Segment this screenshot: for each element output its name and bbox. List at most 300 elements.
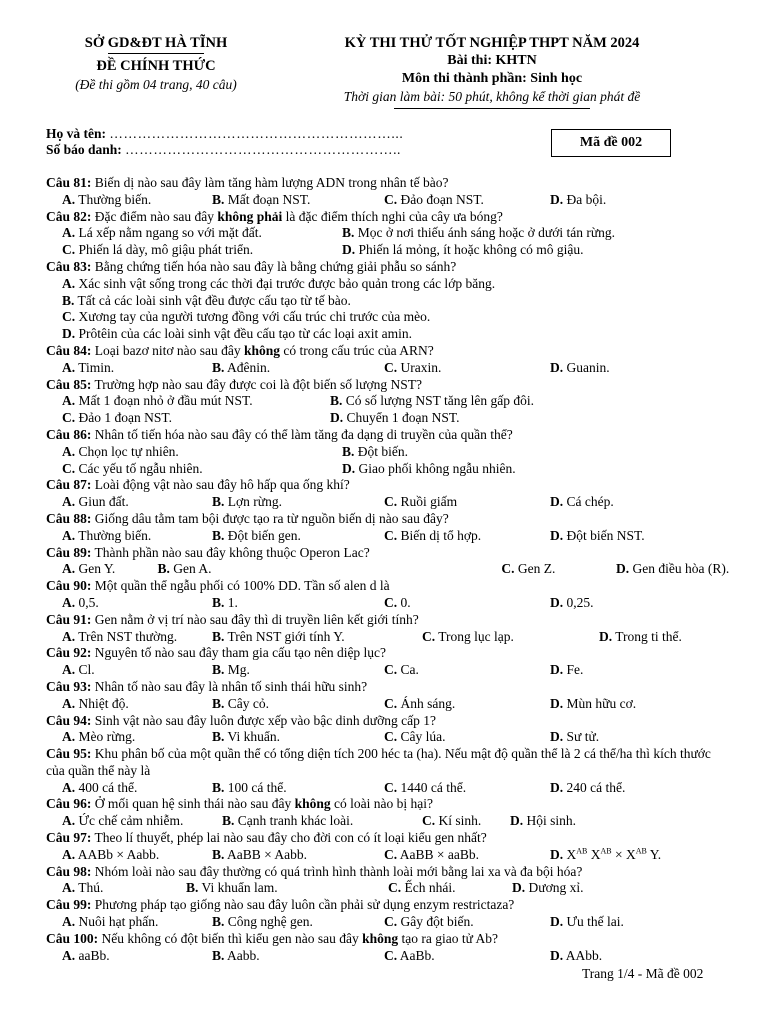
option-b bbox=[342, 225, 712, 242]
question-91 bbox=[46, 612, 726, 646]
option-c bbox=[422, 629, 599, 646]
question-text: Nguyên tố nào sau đây tham gia cấu tạo nên diệp lục? bbox=[94, 645, 387, 661]
question-100 bbox=[46, 931, 726, 965]
option-b bbox=[186, 880, 388, 897]
option-letter: A. bbox=[62, 494, 76, 510]
option-letter: C. bbox=[384, 359, 398, 375]
option-text: aaBb. bbox=[78, 947, 110, 963]
option-text: Đột biến. bbox=[357, 443, 409, 459]
option-letter: D. bbox=[550, 846, 564, 862]
option-text: Ruồi giấm bbox=[400, 494, 458, 510]
option-c bbox=[384, 360, 550, 377]
option-text: Sư tử. bbox=[566, 729, 600, 745]
question-87 bbox=[46, 477, 726, 511]
question-emphasis: không bbox=[294, 796, 331, 812]
question-number: Câu 87: bbox=[46, 477, 92, 493]
option-text: Phiến lá dày, mô giậu phát triển. bbox=[78, 242, 254, 258]
question-81 bbox=[46, 175, 726, 209]
option-text: Giao phối không ngẫu nhiên. bbox=[358, 460, 516, 476]
option-text: Gen Z. bbox=[517, 561, 556, 577]
option-c bbox=[422, 813, 510, 830]
time-note: Thời gian làm bài: 50 phút, không kể thời gian phát đề bbox=[343, 89, 641, 104]
option-c bbox=[388, 880, 512, 897]
option-text: Công nghệ gen. bbox=[227, 914, 313, 930]
option-letter: A. bbox=[62, 729, 76, 745]
option-letter: C. bbox=[62, 410, 76, 426]
option-letter: D. bbox=[550, 359, 564, 375]
options-row bbox=[46, 880, 726, 897]
options-row bbox=[46, 192, 726, 209]
question-number: Câu 92: bbox=[46, 645, 92, 661]
question-stem bbox=[46, 679, 726, 696]
option-c bbox=[62, 309, 712, 326]
option-letter: C. bbox=[384, 779, 398, 795]
question-stem bbox=[46, 713, 726, 730]
option-c bbox=[384, 729, 550, 746]
header-right-divider bbox=[394, 108, 590, 109]
question-text: Bằng chứng tiến hóa nào sau đây là bằng chứng giải phẫu so sánh? bbox=[94, 258, 457, 274]
option-letter: A. bbox=[62, 225, 76, 241]
option-text: Cá chép. bbox=[566, 494, 614, 510]
question-number: Câu 97: bbox=[46, 830, 92, 846]
options-row bbox=[46, 444, 726, 461]
option-letter: A. bbox=[62, 561, 76, 577]
option-text: Giun đất. bbox=[78, 494, 129, 510]
option-letter: C. bbox=[384, 594, 398, 610]
options-row bbox=[46, 309, 726, 326]
option-text: Phiến lá mỏng, ít hoặc không có mô giậu. bbox=[358, 242, 584, 258]
option-text: Lợn rừng. bbox=[227, 494, 282, 510]
question-emphasis: không phải bbox=[217, 208, 283, 224]
student-info bbox=[46, 126, 403, 158]
question-88 bbox=[46, 511, 726, 545]
option-letter: B. bbox=[62, 292, 75, 308]
option-letter: C. bbox=[62, 309, 76, 325]
option-text: Biến dị tổ hợp. bbox=[400, 527, 482, 543]
option-a bbox=[62, 561, 158, 578]
option-text: 0,25. bbox=[566, 594, 594, 610]
question-stem bbox=[46, 209, 726, 226]
option-letter: C. bbox=[62, 460, 76, 476]
question-number: Câu 91: bbox=[46, 611, 92, 627]
option-letter: C. bbox=[422, 628, 436, 644]
question-stem bbox=[46, 612, 726, 629]
question-number: Câu 84: bbox=[46, 342, 92, 358]
option-text: Thường biến. bbox=[78, 527, 152, 543]
question-stem bbox=[46, 645, 726, 662]
option-b bbox=[212, 595, 384, 612]
question-number: Câu 99: bbox=[46, 897, 92, 913]
question-99 bbox=[46, 897, 726, 931]
option-text: Aabb. bbox=[227, 947, 260, 963]
question-number: Câu 100: bbox=[46, 930, 99, 946]
option-text: Ưu thế lai. bbox=[566, 914, 624, 930]
option-a bbox=[62, 847, 212, 864]
question-89 bbox=[46, 544, 730, 579]
option-letter: A. bbox=[62, 947, 76, 963]
option-letter: D. bbox=[550, 191, 564, 207]
option-letter: D. bbox=[616, 561, 630, 577]
question-number: Câu 95: bbox=[46, 746, 92, 762]
option-a bbox=[62, 595, 212, 612]
options-row bbox=[46, 914, 726, 931]
student-name-label: Họ và tên: bbox=[46, 126, 106, 141]
question-97 bbox=[46, 830, 726, 864]
option-a bbox=[62, 948, 212, 965]
option-letter: B. bbox=[212, 846, 225, 862]
option-letter: B. bbox=[212, 695, 225, 711]
option-letter: B. bbox=[212, 662, 225, 678]
option-letter: A. bbox=[62, 880, 76, 896]
option-b bbox=[212, 192, 384, 209]
option-c bbox=[384, 595, 550, 612]
option-text: Đột biến NST. bbox=[566, 527, 645, 543]
option-letter: A. bbox=[62, 813, 76, 829]
option-text: Ca. bbox=[400, 662, 419, 678]
option-b bbox=[212, 662, 384, 679]
question-text: Ở mối quan hệ sinh thái nào sau đây bbox=[94, 796, 295, 812]
option-text: Mọc ở nơi thiếu ánh sáng hoặc ở dưới tán rừng. bbox=[357, 225, 616, 241]
options-row bbox=[46, 393, 726, 410]
option-a bbox=[62, 393, 330, 410]
page-footer: Trang 1/4 - Mã đề 002 bbox=[582, 966, 704, 981]
option-text: Prôtêin của các loài sinh vật đều cấu tạo từ các loại axit amin. bbox=[78, 326, 412, 342]
option-letter: A. bbox=[62, 275, 76, 291]
question-text-end: có loài nào bị hại? bbox=[330, 796, 433, 812]
option-letter: A. bbox=[62, 443, 76, 459]
option-c bbox=[501, 561, 616, 578]
option-b bbox=[212, 847, 384, 864]
option-text: Ađênin. bbox=[227, 359, 271, 375]
option-letter: C. bbox=[388, 880, 402, 896]
options-row bbox=[46, 326, 726, 343]
option-letter: C. bbox=[384, 527, 398, 543]
option-text: Có số lượng NST tăng lên gấp đôi. bbox=[345, 393, 534, 409]
header-left bbox=[46, 34, 266, 94]
question-number: Câu 94: bbox=[46, 712, 92, 728]
question-stem bbox=[46, 746, 726, 780]
option-text: Ếch nhái. bbox=[404, 880, 456, 896]
question-stem bbox=[46, 545, 726, 562]
option-text: Gây đột biến. bbox=[400, 914, 474, 930]
question-92 bbox=[46, 645, 726, 679]
option-text: Uraxin. bbox=[400, 359, 442, 375]
option-text: Thú. bbox=[78, 880, 104, 896]
option-text: Dương xỉ. bbox=[528, 880, 584, 896]
option-c bbox=[62, 461, 342, 478]
option-letter: A. bbox=[62, 527, 76, 543]
option-letter: C. bbox=[384, 191, 398, 207]
option-d bbox=[550, 662, 710, 679]
option-letter: A. bbox=[62, 594, 76, 610]
option-letter: D. bbox=[599, 628, 613, 644]
option-d bbox=[550, 494, 710, 511]
question-stem bbox=[46, 796, 726, 813]
option-b bbox=[158, 561, 502, 578]
options-row bbox=[46, 360, 726, 377]
option-text: AaBB × aaBb. bbox=[399, 846, 479, 862]
option-letter: D. bbox=[550, 695, 564, 711]
option-letter: D. bbox=[342, 242, 356, 258]
question-96 bbox=[46, 796, 726, 830]
option-letter: B. bbox=[212, 527, 225, 543]
option-a bbox=[62, 629, 212, 646]
options-row bbox=[46, 276, 726, 293]
option-text: Guanin. bbox=[566, 359, 610, 375]
options-row bbox=[46, 528, 726, 545]
option-letter: A. bbox=[62, 846, 76, 862]
question-number: Câu 81: bbox=[46, 175, 92, 190]
option-text: 1. bbox=[227, 594, 238, 610]
option-text: Cạnh tranh khác loài. bbox=[237, 813, 354, 829]
option-text: Vi khuẩn. bbox=[227, 729, 280, 745]
question-stem bbox=[46, 175, 726, 192]
question-stem bbox=[46, 343, 726, 360]
question-text: Trường hợp nào sau đây được coi là đột biến số lượng NST? bbox=[94, 376, 423, 392]
option-letter: D. bbox=[550, 947, 564, 963]
options-row bbox=[46, 662, 726, 679]
question-number: Câu 86: bbox=[46, 426, 92, 442]
option-letter: A. bbox=[62, 662, 76, 678]
option-text: Gen Y. bbox=[78, 561, 116, 577]
option-text: Ánh sáng. bbox=[400, 695, 456, 711]
question-text: Giống dâu tằm tam bội được tạo ra từ nguồn biến dị nào sau đây? bbox=[94, 510, 449, 526]
option-text: Lá xếp nằm ngang so với mặt đất. bbox=[78, 225, 262, 241]
option-d bbox=[550, 780, 710, 797]
question-98 bbox=[46, 864, 726, 898]
options-row bbox=[46, 242, 726, 259]
option-b bbox=[342, 444, 712, 461]
option-letter: B. bbox=[157, 561, 170, 577]
option-letter: D. bbox=[550, 779, 564, 795]
option-text: Xương tay của người tương đồng với cấu trúc chi trước của mèo. bbox=[78, 309, 431, 325]
option-letter: A. bbox=[62, 914, 76, 930]
option-a bbox=[62, 528, 212, 545]
option-text: Các yếu tố ngẫu nhiên. bbox=[78, 460, 203, 476]
option-c bbox=[384, 662, 550, 679]
question-emphasis: không bbox=[362, 930, 399, 946]
options-row bbox=[46, 461, 726, 478]
option-d bbox=[550, 948, 710, 965]
question-text: Loại bazơ nitơ nào sau đây bbox=[94, 342, 244, 358]
option-text: AaBb. bbox=[399, 947, 435, 963]
options-row bbox=[46, 629, 726, 646]
option-text: 100 cá thể. bbox=[227, 779, 287, 795]
option-text: Trong lục lạp. bbox=[438, 628, 514, 644]
option-letter: D. bbox=[550, 527, 564, 543]
option-text: Chọn lọc tự nhiên. bbox=[78, 443, 179, 459]
option-text: Cây cỏ. bbox=[227, 695, 270, 711]
option-text: Mèo rừng. bbox=[78, 729, 136, 745]
option-b bbox=[212, 780, 384, 797]
option-b bbox=[330, 393, 710, 410]
option-d bbox=[550, 914, 710, 931]
option-text: Trên NST thường. bbox=[78, 628, 178, 644]
option-d bbox=[550, 729, 710, 746]
question-86 bbox=[46, 427, 726, 477]
question-85 bbox=[46, 377, 726, 427]
option-text: 1440 cá thể. bbox=[400, 779, 467, 795]
option-letter: B. bbox=[212, 628, 225, 644]
option-letter: D. bbox=[342, 460, 356, 476]
official-label: ĐỀ CHÍNH THỨC bbox=[96, 58, 216, 74]
student-name-line bbox=[46, 126, 403, 142]
student-id-dots: ………………………………………………….. bbox=[125, 142, 402, 157]
options-row bbox=[46, 293, 726, 310]
option-text: Tất cả các loài sinh vật đều được cấu tạo từ tế bào. bbox=[77, 292, 351, 308]
question-text: Loài động vật nào sau đây hô hấp qua ống khí? bbox=[94, 477, 350, 493]
option-letter: C. bbox=[384, 947, 398, 963]
question-83 bbox=[46, 259, 726, 343]
option-text: 240 cá thể. bbox=[566, 779, 626, 795]
question-text: Nhân tố nào sau đây là nhân tố sinh thái hữu sinh? bbox=[94, 678, 368, 694]
option-a bbox=[62, 696, 212, 713]
question-number: Câu 82: bbox=[46, 208, 92, 224]
option-letter: A. bbox=[62, 359, 76, 375]
question-number: Câu 83: bbox=[46, 258, 92, 274]
option-d bbox=[512, 880, 712, 897]
option-text: Thường biến. bbox=[78, 191, 152, 207]
option-d bbox=[510, 813, 710, 830]
option-b bbox=[62, 293, 712, 310]
option-letter: C. bbox=[384, 729, 398, 745]
exam-code-box: Mã đề 002 bbox=[551, 129, 671, 157]
options-row bbox=[46, 225, 726, 242]
question-text: Nhóm loài nào sau đây thường có quá trình hình thành loài mới bằng lai xa và đa bội hóa? bbox=[94, 863, 583, 879]
option-text: Gen A. bbox=[173, 561, 212, 577]
option-letter: C. bbox=[384, 662, 398, 678]
option-text: Đảo 1 đoạn NST. bbox=[78, 410, 172, 426]
options-row bbox=[46, 780, 726, 797]
student-id-label: Số báo danh: bbox=[46, 142, 122, 157]
option-b bbox=[212, 528, 384, 545]
options-row bbox=[46, 729, 726, 746]
option-c bbox=[384, 696, 550, 713]
question-stem bbox=[46, 259, 726, 276]
option-text: Kí sinh. bbox=[438, 813, 482, 829]
option-d bbox=[550, 192, 710, 209]
option-d bbox=[330, 410, 710, 427]
option-text: Xác sinh vật sống trong các thời đại trước được bảo quản trong các lớp băng. bbox=[78, 275, 496, 291]
option-text: Mất 1 đoạn nhỏ ở đầu mút NST. bbox=[78, 393, 253, 409]
question-text: Sinh vật nào sau đây luôn được xếp vào bậc dinh dưỡng cấp 1? bbox=[94, 712, 436, 728]
option-a bbox=[62, 225, 342, 242]
option-letter: B. bbox=[212, 359, 225, 375]
option-b bbox=[212, 629, 422, 646]
option-letter: A. bbox=[62, 779, 76, 795]
student-name-dots: ……………………………………………………... bbox=[109, 126, 404, 141]
option-d bbox=[62, 326, 712, 343]
option-text: 400 cá thể. bbox=[78, 779, 138, 795]
question-text: Phương pháp tạo giống nào sau đây luôn cần phải sử dụng enzym restrictaza? bbox=[94, 897, 515, 913]
option-letter: B. bbox=[212, 947, 225, 963]
question-stem bbox=[46, 864, 726, 881]
option-text: Đột biến gen. bbox=[227, 527, 301, 543]
question-94 bbox=[46, 713, 726, 747]
option-letter: C. bbox=[384, 914, 398, 930]
question-stem bbox=[46, 578, 726, 595]
option-text: Mùn hữu cơ. bbox=[566, 695, 637, 711]
option-text: Nhiệt độ. bbox=[78, 695, 129, 711]
question-stem bbox=[46, 830, 726, 847]
option-letter: D. bbox=[330, 410, 344, 426]
question-text-end: có trong cấu trúc của ARN? bbox=[280, 342, 434, 358]
option-text: Hội sinh. bbox=[526, 813, 577, 829]
question-number: Câu 96: bbox=[46, 796, 92, 812]
option-text: Cl. bbox=[78, 662, 95, 678]
option-d bbox=[550, 595, 710, 612]
option-a bbox=[62, 360, 212, 377]
options-row bbox=[46, 948, 726, 965]
question-stem bbox=[46, 377, 726, 394]
option-b bbox=[212, 494, 384, 511]
question-text: Biến dị nào sau đây làm tăng hàm lượng ADN trong nhân tế bào? bbox=[94, 175, 449, 190]
question-stem bbox=[46, 511, 726, 528]
option-text: Trên NST giới tính Y. bbox=[227, 628, 345, 644]
option-letter: B. bbox=[212, 779, 225, 795]
header-left-divider bbox=[108, 53, 204, 54]
student-id-line bbox=[46, 142, 403, 158]
header-right bbox=[292, 34, 692, 109]
option-letter: A. bbox=[62, 628, 76, 644]
option-letter: D. bbox=[62, 326, 76, 342]
option-text: AAbb. bbox=[565, 947, 603, 963]
department-name: SỞ GD&ĐT HÀ TĨNH bbox=[84, 35, 228, 51]
option-letter: B. bbox=[212, 494, 225, 510]
subject-group: Bài thi: KHTN bbox=[447, 53, 537, 68]
option-a bbox=[62, 780, 212, 797]
question-text: Thành phần nào sau đây không thuộc Operon Lac? bbox=[94, 544, 370, 560]
option-c bbox=[384, 494, 550, 511]
question-text-end: là đặc điểm thích nghi của cây ưa bóng? bbox=[282, 208, 503, 224]
question-text: Khu phân bố của một quần thể có tổng diện tích 200 héc ta (ha). Nếu mật độ quần thể là 2 cá thể/ha thì kích thước của quần thể này là bbox=[46, 746, 711, 778]
option-a bbox=[62, 880, 186, 897]
option-letter: C. bbox=[384, 846, 398, 862]
option-d bbox=[342, 242, 712, 259]
option-letter: B. bbox=[212, 594, 225, 610]
question-text-end: tạo ra giao tử Ab? bbox=[398, 930, 499, 946]
option-b bbox=[212, 360, 384, 377]
option-d bbox=[342, 461, 712, 478]
option-letter: C. bbox=[422, 813, 436, 829]
option-c bbox=[384, 528, 550, 545]
question-list bbox=[46, 175, 730, 964]
question-90 bbox=[46, 578, 726, 612]
option-text: 0,5. bbox=[78, 594, 99, 610]
option-d bbox=[599, 629, 719, 646]
options-row bbox=[46, 847, 726, 864]
option-d bbox=[550, 528, 710, 545]
option-d bbox=[550, 696, 710, 713]
option-text: AABb × Aabb. bbox=[77, 846, 160, 862]
option-b bbox=[212, 729, 384, 746]
exam-title: KỲ THI THỬ TỐT NGHIỆP THPT NĂM 2024 bbox=[344, 35, 640, 51]
question-stem bbox=[46, 427, 726, 444]
question-82 bbox=[46, 209, 726, 259]
option-letter: A. bbox=[62, 695, 76, 711]
option-letter: B. bbox=[212, 729, 225, 745]
option-text: Đảo đoạn NST. bbox=[400, 191, 484, 207]
option-c bbox=[384, 780, 550, 797]
option-b bbox=[212, 948, 384, 965]
option-b bbox=[222, 813, 422, 830]
options-row bbox=[46, 494, 726, 511]
question-number: Câu 98: bbox=[46, 863, 92, 879]
option-a bbox=[62, 192, 212, 209]
options-row bbox=[46, 813, 726, 830]
subject: Môn thi thành phần: Sinh học bbox=[401, 71, 583, 86]
option-a bbox=[62, 914, 212, 931]
